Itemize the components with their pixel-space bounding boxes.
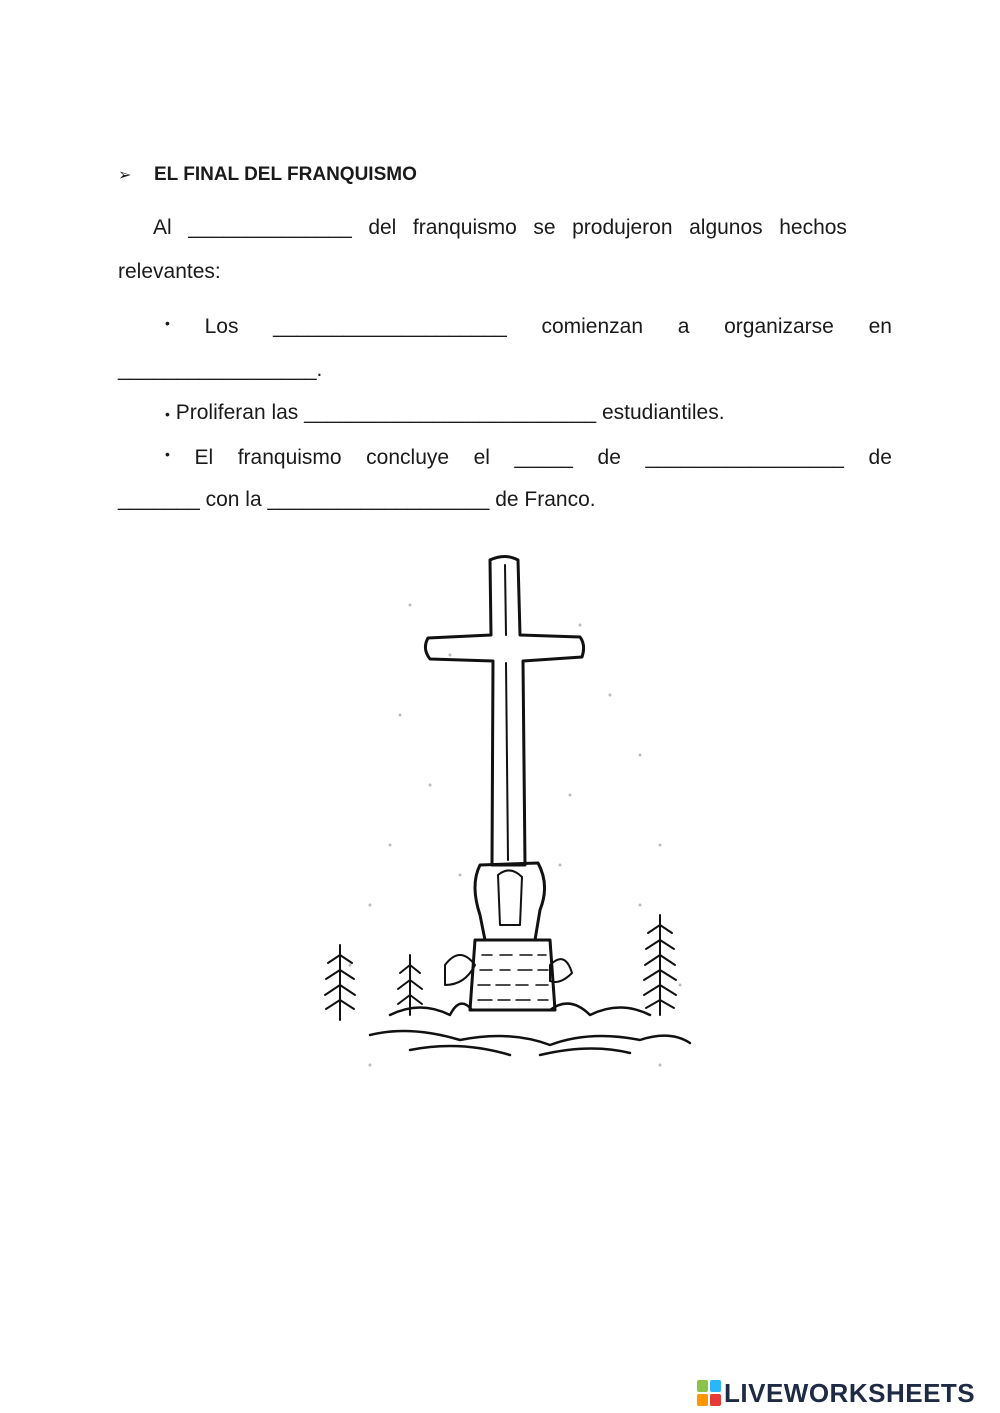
word: el — [473, 446, 490, 469]
trees — [325, 915, 676, 1020]
statue-group — [475, 863, 545, 940]
word: a — [677, 315, 690, 338]
word: en — [868, 315, 892, 338]
word: Al — [153, 216, 172, 239]
word: concluye — [366, 446, 450, 469]
stipple-dots — [349, 604, 682, 1067]
word: El — [194, 446, 214, 469]
word: hechos — [779, 216, 847, 239]
blank-groups: ____________________ — [273, 315, 507, 338]
bullet-item-2 — [165, 401, 939, 425]
word: comienzan — [541, 315, 644, 338]
blank-month: _________________ — [645, 446, 844, 469]
intro-line-2: relevantes: — [118, 260, 221, 283]
cross-outline — [425, 557, 583, 866]
bullet-icon: • — [165, 315, 170, 331]
bullet-item-3-continuation: _______ con la ___________________ de Franco. — [118, 488, 596, 511]
word: de — [597, 446, 621, 469]
bullet-item-1 — [165, 315, 892, 339]
word: se — [533, 216, 556, 239]
cross-monument-icon — [310, 545, 710, 1080]
word: algunos — [689, 216, 763, 239]
logo-text: LIVEWORKSHEETS — [724, 1377, 976, 1408]
word: de — [868, 446, 892, 469]
arrow-bullet-icon: ➢ — [118, 167, 132, 184]
blank-day: _____ — [514, 446, 573, 469]
bullet-item-2-text: Proliferan las _________________________ estudiantiles. — [175, 401, 725, 424]
intro-line-1 — [153, 216, 847, 240]
word: del — [368, 216, 397, 239]
word: Los — [204, 315, 239, 338]
blank-end: ______________ — [188, 216, 352, 239]
logo-mark-icon — [697, 1380, 721, 1406]
word: produjeron — [572, 216, 673, 239]
bullet-item-1-continuation: _________________. — [118, 358, 323, 381]
bullet-icon: • — [165, 406, 170, 422]
bullet-icon: • — [165, 446, 170, 462]
heading-title: EL FINAL DEL FRANQUISMO — [154, 164, 417, 185]
bullet-item-3 — [165, 446, 892, 470]
liveworksheets-logo — [697, 1376, 975, 1410]
word: organizarse — [724, 315, 834, 338]
section-heading — [118, 164, 892, 186]
word: franquismo — [237, 446, 342, 469]
word: franquismo — [412, 216, 517, 239]
